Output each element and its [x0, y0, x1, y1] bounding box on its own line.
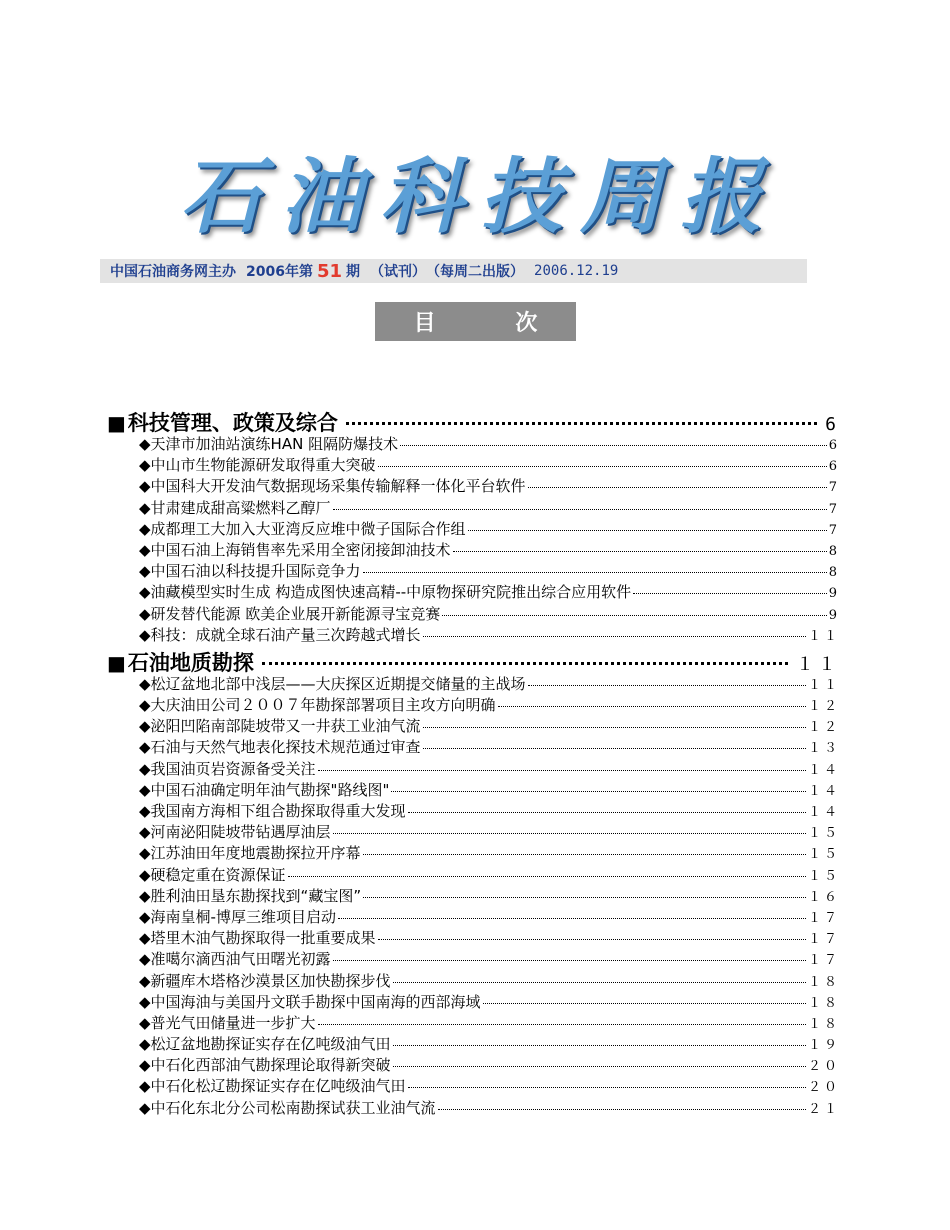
entry-title: 中国石油以科技提升国际竞争力	[150, 562, 361, 581]
issue-suffix: 期	[346, 264, 361, 280]
diamond-bullet-icon: ◆	[139, 696, 151, 715]
dot-leader	[363, 572, 827, 573]
section-title: 石油地质勘探	[127, 650, 254, 675]
toc-section[interactable]	[107, 407, 840, 433]
toc-entry[interactable]	[107, 779, 840, 800]
dot-leader	[262, 662, 788, 665]
dot-leader	[400, 445, 827, 446]
entry-title: 松辽盆地勘探证实存在亿吨级油气田	[150, 1035, 391, 1054]
toc-entry[interactable]	[107, 1012, 840, 1033]
trial-label: （试刊）	[370, 264, 427, 280]
entry-page: 6	[828, 438, 840, 453]
toc-entry[interactable]	[107, 736, 840, 757]
dot-leader	[633, 593, 827, 594]
entry-page: １８	[807, 1016, 840, 1032]
entry-page: １９	[807, 1038, 840, 1054]
entry-page: １８	[807, 995, 840, 1011]
entry-title: 研发替代能源 欧美企业展开新能源寻宝竞赛	[150, 604, 441, 623]
entry-title: 中山市生物能源研发取得重大突破	[150, 456, 376, 475]
dot-leader	[393, 982, 806, 983]
dot-leader	[288, 876, 806, 877]
dot-leader	[468, 530, 827, 531]
entry-page: １２	[807, 720, 840, 736]
year-issue-prefix: 2006年第	[246, 264, 313, 280]
diamond-bullet-icon: ◆	[139, 950, 151, 969]
frequency-label: （每周二出版）	[426, 264, 525, 280]
entry-page: 8	[828, 543, 840, 559]
diamond-bullet-icon: ◆	[139, 823, 151, 842]
entry-title: 胜利油田垦东勘探找到“藏宝图”	[150, 886, 362, 905]
diamond-bullet-icon: ◆	[139, 717, 151, 736]
dot-leader	[318, 1024, 806, 1025]
dot-leader	[393, 1066, 806, 1067]
toc-entry[interactable]	[107, 991, 840, 1012]
entry-title: 泌阳凹陷南部陡坡带又一井获工业油气流	[150, 717, 421, 736]
toc-entry[interactable]	[107, 948, 840, 969]
entry-page: １１	[807, 628, 840, 644]
entry-title: 河南泌阳陡坡带钻遇厚油层	[150, 823, 331, 842]
toc-entry[interactable]	[107, 497, 840, 518]
entry-title: 我国油页岩资源备受关注	[150, 759, 316, 778]
dot-leader	[346, 422, 817, 425]
issue-info-bar	[100, 259, 807, 283]
toc-entry[interactable]	[107, 539, 840, 560]
dot-leader	[333, 509, 827, 510]
toc-entry[interactable]	[107, 694, 840, 715]
dot-leader	[333, 833, 806, 834]
diamond-bullet-icon: ◆	[139, 929, 151, 948]
entry-title: 中国石油上海销售率先采用全密闭接卸油技术	[150, 540, 451, 559]
entry-title: 中石化东北分公司松南勘探试获工业油气流	[150, 1098, 436, 1117]
entry-page: １７	[807, 932, 840, 948]
entry-page: ２１	[807, 1101, 840, 1117]
dot-leader	[363, 897, 806, 898]
diamond-bullet-icon: ◆	[139, 456, 151, 475]
diamond-bullet-icon: ◆	[139, 886, 151, 905]
dot-leader	[363, 854, 806, 855]
diamond-bullet-icon: ◆	[139, 1077, 151, 1096]
section-title: 科技管理、政策及综合	[127, 411, 338, 435]
entry-page: １５	[807, 847, 840, 863]
toc-entry[interactable]	[107, 821, 840, 842]
dot-leader	[393, 1045, 806, 1046]
diamond-bullet-icon: ◆	[139, 844, 151, 863]
entry-title: 江苏油田年度地震勘探拉开序幕	[150, 844, 361, 863]
toc-entry[interactable]	[107, 864, 840, 885]
diamond-bullet-icon: ◆	[139, 583, 151, 602]
toc-entry[interactable]	[107, 454, 840, 475]
entry-page: １８	[807, 974, 840, 990]
entry-title: 油藏模型实时生成 构造成图快速高精--中原物探研究院推出综合应用软件	[150, 583, 632, 602]
toc-entry[interactable]	[107, 560, 840, 581]
toc-entry[interactable]	[107, 581, 840, 602]
entry-title: 石油与天然气地表化探技术规范通过审查	[150, 738, 421, 757]
dot-leader	[528, 685, 806, 686]
diamond-bullet-icon: ◆	[139, 540, 151, 559]
entry-page: １１	[807, 677, 840, 693]
entry-title: 松辽盆地北部中浅层——大庆探区近期提交储量的主战场	[150, 674, 526, 693]
dot-leader	[391, 791, 806, 792]
dot-leader	[423, 727, 806, 728]
diamond-bullet-icon: ◆	[139, 498, 151, 517]
entry-page: 9	[828, 586, 840, 602]
entry-title: 普光气田储量进一步扩大	[150, 1013, 316, 1032]
entry-page: １４	[807, 805, 840, 820]
square-bullet-icon: ■	[107, 411, 126, 435]
issue-date: 2006.12.19	[534, 263, 619, 279]
entry-page: 7	[828, 522, 840, 538]
toc-entry[interactable]	[107, 475, 840, 496]
masthead-logo	[180, 140, 780, 245]
diamond-bullet-icon: ◆	[139, 907, 151, 926]
toc-banner: 目 次	[375, 302, 576, 341]
dot-leader	[528, 487, 827, 488]
dot-leader	[498, 706, 806, 707]
toc-entry[interactable]	[107, 603, 840, 624]
toc-entry[interactable]	[107, 842, 840, 863]
entry-title: 天津市加油站演练HAN 阻隔防爆技术	[150, 435, 399, 453]
diamond-bullet-icon: ◆	[139, 1098, 151, 1117]
toc-entry[interactable]	[107, 758, 840, 779]
entry-title: 科技：成就全球石油产量三次跨越式增长	[150, 625, 421, 644]
entry-page: １４	[807, 762, 840, 778]
diamond-bullet-icon: ◆	[139, 738, 151, 757]
entry-title: 中石化松辽勘探证实存在亿吨级油气田	[150, 1077, 406, 1096]
square-bullet-icon: ■	[107, 650, 126, 675]
entry-title: 塔里木油气勘探取得一批重要成果	[150, 929, 376, 948]
dot-leader	[438, 1109, 806, 1110]
diamond-bullet-icon: ◆	[139, 992, 151, 1011]
diamond-bullet-icon: ◆	[139, 477, 151, 496]
publisher: 中国石油商务网主办	[110, 264, 236, 280]
entry-page: １４	[807, 783, 840, 799]
entry-page: １６	[807, 889, 840, 905]
entry-page: ２０	[807, 1080, 840, 1096]
diamond-bullet-icon: ◆	[139, 625, 151, 644]
entry-title: 甘肃建成甜高粱燃料乙醇厂	[150, 498, 331, 517]
entry-page: １５	[807, 868, 840, 884]
diamond-bullet-icon: ◆	[139, 562, 151, 581]
toc-entry[interactable]	[107, 1033, 840, 1054]
toc-entry[interactable]	[107, 970, 840, 991]
dot-leader	[378, 939, 806, 940]
dot-leader	[408, 1087, 806, 1088]
toc-entry[interactable]	[107, 433, 840, 454]
toc-entry[interactable]	[107, 885, 840, 906]
diamond-bullet-icon: ◆	[139, 1013, 151, 1032]
entry-title: 大庆油田公司２００７年勘探部署项目主攻方向明确	[150, 696, 496, 715]
entry-page: １７	[807, 910, 840, 926]
toc-entry[interactable]	[107, 1054, 840, 1075]
entry-title: 准噶尔滴西油气田曙光初露	[150, 950, 331, 969]
entry-title: 中国科大开发油气数据现场采集传输解释一体化平台软件	[150, 477, 526, 496]
toc-entry[interactable]	[107, 927, 840, 948]
masthead-title: 石油科技周报	[180, 148, 780, 245]
entry-page: 7	[828, 480, 840, 496]
diamond-bullet-icon: ◆	[139, 1056, 151, 1075]
issue-number: 51	[316, 260, 343, 282]
entry-title: 我国南方海相下组合勘探取得重大发现	[150, 802, 406, 820]
dot-leader	[408, 812, 806, 813]
entry-page: 7	[828, 501, 840, 517]
entry-title: 成都理工大加入大亚湾反应堆中微子国际合作组	[150, 519, 466, 538]
entry-page: 9	[828, 607, 840, 623]
diamond-bullet-icon: ◆	[139, 802, 151, 820]
dot-leader	[338, 918, 806, 919]
diamond-bullet-icon: ◆	[139, 780, 151, 799]
dot-leader	[333, 960, 806, 961]
entry-page: 8	[828, 565, 840, 581]
dot-leader	[378, 466, 827, 467]
diamond-bullet-icon: ◆	[139, 604, 151, 623]
dot-leader	[423, 748, 806, 749]
entry-title: 中国石油确定明年油气勘探"路线图"	[150, 780, 390, 799]
toc-section[interactable]	[107, 647, 840, 673]
entry-page: １５	[807, 826, 840, 842]
entry-page: １２	[807, 699, 840, 715]
table-of-contents	[107, 405, 840, 1118]
section-page: 6	[825, 414, 840, 435]
entry-title: 中国海油与美国丹文联手勘探中国南海的西部海域	[150, 992, 481, 1011]
entry-title: 新疆库木塔格沙漠景区加快勘探步伐	[150, 971, 391, 990]
dot-leader	[442, 615, 826, 616]
toc-entry[interactable]	[107, 1097, 840, 1118]
toc-entry[interactable]	[107, 800, 840, 821]
dot-leader	[318, 770, 806, 771]
diamond-bullet-icon: ◆	[139, 759, 151, 778]
toc-entry[interactable]	[107, 624, 840, 645]
diamond-bullet-icon: ◆	[139, 865, 151, 884]
toc-entry[interactable]	[107, 906, 840, 927]
diamond-bullet-icon: ◆	[139, 519, 151, 538]
dot-leader	[423, 636, 806, 637]
diamond-bullet-icon: ◆	[139, 435, 151, 453]
dot-leader	[453, 551, 827, 552]
entry-title: 海南皇桐-博厚三维项目启动	[150, 907, 336, 926]
diamond-bullet-icon: ◆	[139, 674, 151, 693]
toc-entry[interactable]	[107, 1075, 840, 1096]
entry-title: 中石化西部油气勘探理论取得新突破	[150, 1056, 391, 1075]
dot-leader	[483, 1003, 806, 1004]
diamond-bullet-icon: ◆	[139, 971, 151, 990]
entry-page: １７	[807, 953, 840, 969]
entry-title: 硬稳定重在资源保证	[150, 865, 286, 884]
toc-entry[interactable]	[107, 715, 840, 736]
toc-entry[interactable]	[107, 518, 840, 539]
toc-entry[interactable]	[107, 673, 840, 694]
diamond-bullet-icon: ◆	[139, 1035, 151, 1054]
section-page: １１	[796, 653, 840, 675]
entry-page: １３	[807, 741, 840, 757]
entry-page: ２０	[807, 1059, 840, 1075]
entry-page: 6	[828, 459, 840, 475]
